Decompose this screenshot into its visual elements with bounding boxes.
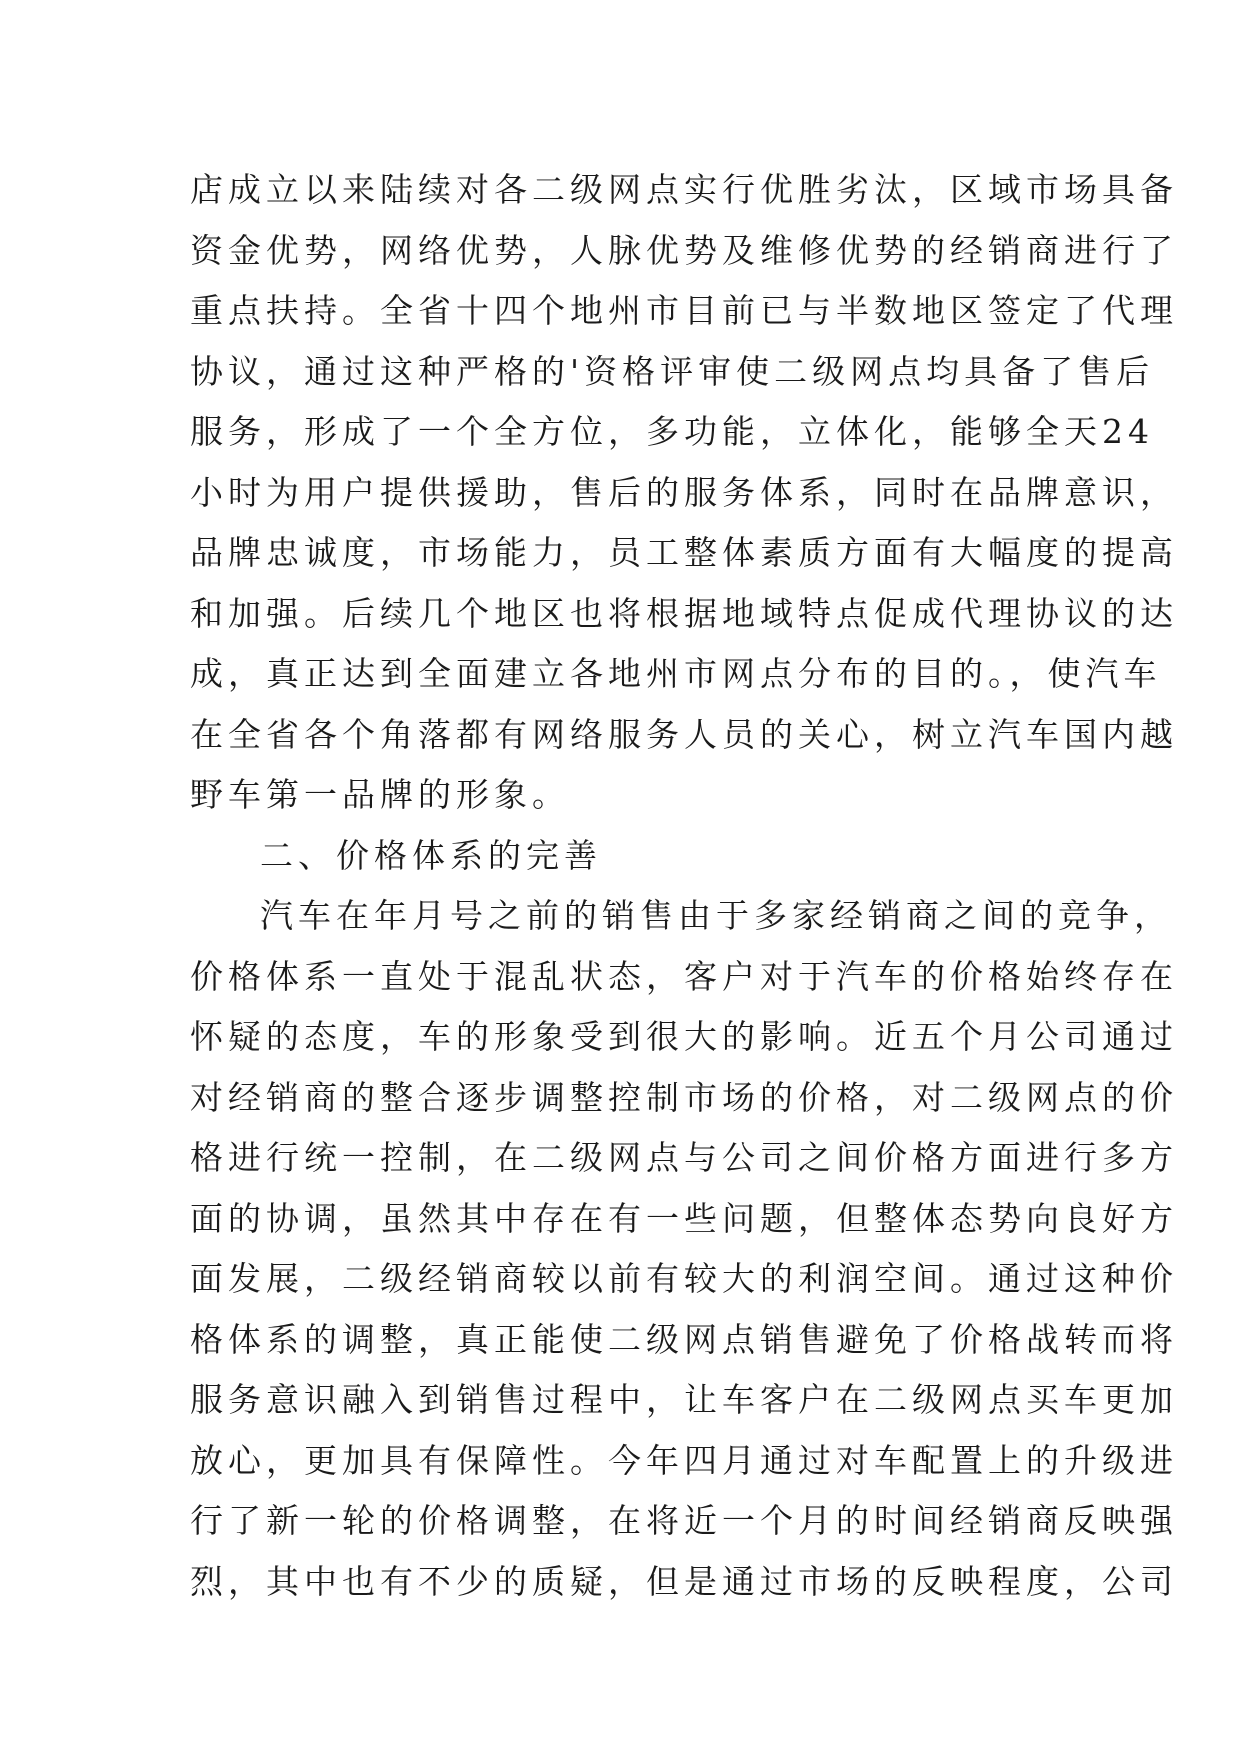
text-line: 资金优势，网络优势，人脉优势及维修优势的经销商进行了 xyxy=(190,230,1178,270)
text-line: 放心，更加具有保障性。今年四月通过对车配置上的升级进 xyxy=(190,1440,1178,1480)
text-line: 汽车在年月号之前的销售由于多家经销商之间的竞争， xyxy=(260,896,1172,935)
text-line: 服务意识融入到销售过程中，让车客户在二级网点买车更加 xyxy=(190,1380,1178,1419)
text-line: 小时为用户提供援助，售后的服务体系，同时在品牌意识， xyxy=(190,472,1178,512)
text-line: 成，真正达到全面建立各地州市网点分布的目的。，使汽车 xyxy=(190,654,1162,693)
text-line: 面的协调，虽然其中存在有一些问题，但整体态势向良好方 xyxy=(190,1198,1178,1238)
text-line: 协议，通过这种严格的'资格评审使二级网点均具备了售后 xyxy=(190,351,1155,391)
text-line: 重点扶持。全省十四个地州市目前已与半数地区签定了代理 xyxy=(190,291,1178,330)
document-body xyxy=(190,160,1178,1612)
paragraph-price-system xyxy=(190,886,1178,1612)
text-line: 格进行统一控制，在二级网点与公司之间价格方面进行多方 xyxy=(190,1138,1178,1177)
paragraph-continued xyxy=(190,160,1178,826)
text-line: 品牌忠诚度，市场能力，员工整体素质方面有大幅度的提高 xyxy=(190,533,1178,572)
text-line: 对经销商的整合逐步调整控制市场的价格，对二级网点的价 xyxy=(190,1077,1178,1117)
text-line: 烈，其中也有不少的质疑，但是通过市场的反映程度，公司 xyxy=(190,1561,1178,1601)
text-line: 怀疑的态度，车的形象受到很大的影响。近五个月公司通过 xyxy=(190,1017,1178,1056)
section-heading: 二、价格体系的完善 xyxy=(260,835,602,875)
text-line: 行了新一轮的价格调整，在将近一个月的时间经销商反映强 xyxy=(190,1501,1178,1540)
text-line: 格体系的调整，真正能使二级网点销售避免了价格战转而将 xyxy=(190,1319,1178,1359)
text-line: 面发展，二级经销商较以前有较大的利润空间。通过这种价 xyxy=(190,1259,1178,1298)
text-line: 价格体系一直处于混乱状态，客户对于汽车的价格始终存在 xyxy=(190,956,1178,996)
text-line: 店成立以来陆续对各二级网点实行优胜劣汰，区域市场具备 xyxy=(190,170,1178,209)
text-line: 和加强。后续几个地区也将根据地域特点促成代理协议的达 xyxy=(190,593,1178,633)
text-line: 野车第一品牌的形象。 xyxy=(190,775,570,814)
text-line: 在全省各个角落都有网络服务人员的关心，树立汽车国内越 xyxy=(190,714,1178,754)
text-line: 服务，形成了一个全方位，多功能，立体化，能够全天24 xyxy=(190,412,1154,451)
